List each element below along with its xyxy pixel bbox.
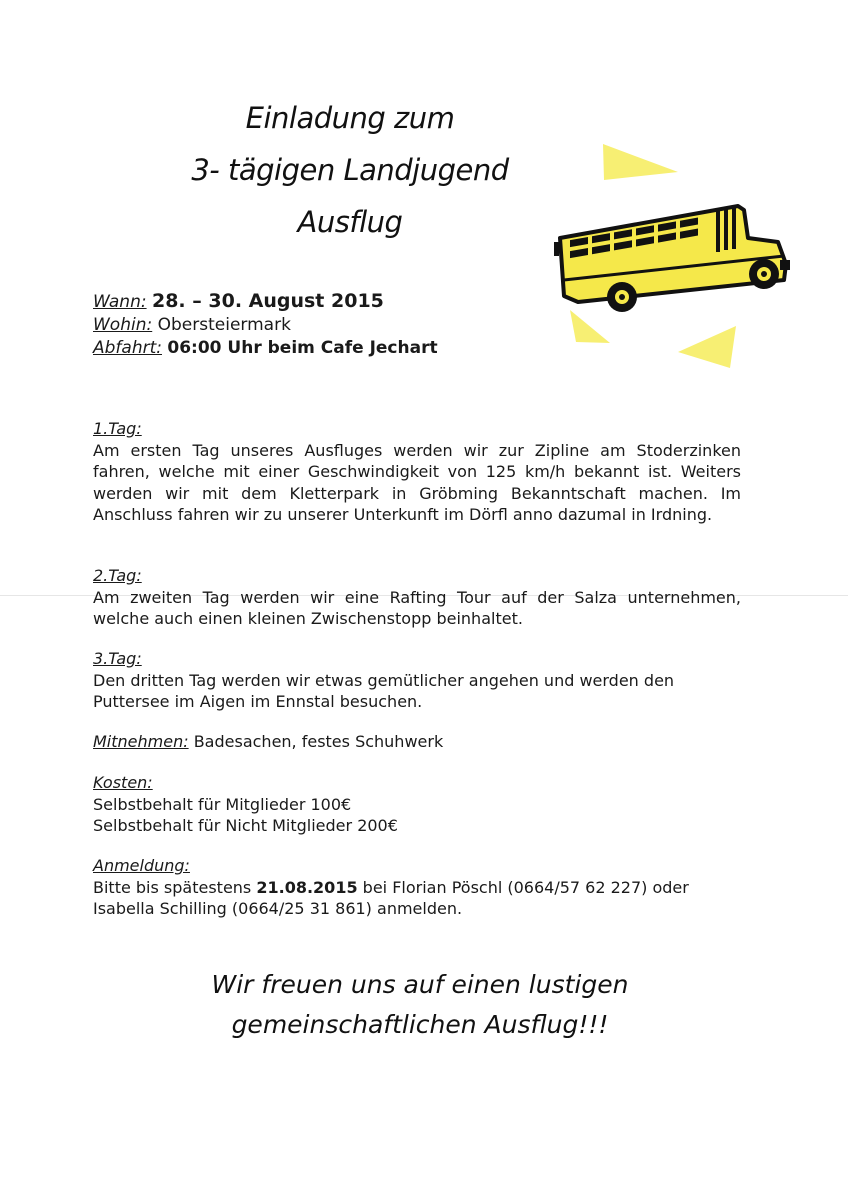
bring-label: Mitnehmen: [93,732,189,751]
day-2-text: Am zweiten Tag werden wir eine Rafting Tour auf der Salza unternehmen, welche auch einen kleinen Zwischenstopp beinhaltet. [93,587,741,628]
trip-info [93,290,438,360]
departure-row [93,337,438,360]
title-line-1: Einladung zum [245,101,455,135]
costs-section [93,772,741,837]
deco-triangle-left [570,310,610,343]
bring-section [93,731,741,753]
day-1-heading: 1.Tag: [93,419,142,438]
costs-heading: Kosten: [93,773,153,792]
day-3-section [93,648,741,713]
invitation-title [100,92,600,248]
where-label: Wohin: [93,315,153,335]
where-row [93,314,438,337]
closing-message [160,965,680,1045]
registration-contacts: bei Florian Pöschl (0664/57 62 227) oder Isabella Schilling (0664/25 31 861) anmelden. [93,877,689,918]
when-value: 28. – 30. August 2015 [151,290,384,312]
closing-line-1: Wir freuen uns auf einen lustigen [211,970,629,999]
bring-value: Badesachen, festes Schuhwerk [193,732,444,751]
day-2-heading: 2.Tag: [93,566,142,585]
where-value: Obersteiermark [157,315,291,335]
day-1-section [93,418,741,526]
registration-heading: Anmeldung: [93,856,190,875]
deco-triangle-top [603,144,678,180]
registration-deadline: 21.08.2015 [256,877,358,897]
registration-text [93,877,753,920]
costs-members: Selbstbehalt für Mitglieder 100€ [93,794,352,814]
title-line-3: Ausflug [297,205,403,239]
deco-triangle-right [678,326,736,368]
costs-non-members: Selbstbehalt für Nicht Mitglieder 200€ [93,816,398,835]
school-bus-icon [548,140,798,370]
day-3-text: Den dritten Tag werden wir etwas gemütlicher angehen und werden den Puttersee im Aigen im Ennstal besuchen. [93,670,675,711]
closing-line-2: gemeinschaftlichen Ausflug!!! [231,1010,609,1039]
when-row [93,290,438,314]
day-3-heading: 3.Tag: [93,649,142,668]
departure-label: Abfahrt: [93,338,162,358]
when-label: Wann: [93,292,147,312]
day-2-section [93,565,741,630]
registration-prefix: Bitte bis spätestens [93,877,252,897]
registration-section [93,855,753,920]
title-line-2: 3- tägigen Landjugend [191,153,509,187]
departure-value: 06:00 Uhr beim Cafe Jechart [167,338,438,358]
day-1-text: Am ersten Tag unseres Ausfluges werden wir zur Zipline am Stoderzinken fahren, welche mit einer Geschwindigkeit von 125 km/h bekannt ist. Weiters werden wir mit dem Kletterpark in Gröbming Bekanntschaft machen. Im Anschluss fahren wir zu unserer Unterkunft im Dörfl anno dazumal in Irdning. [93,440,741,524]
